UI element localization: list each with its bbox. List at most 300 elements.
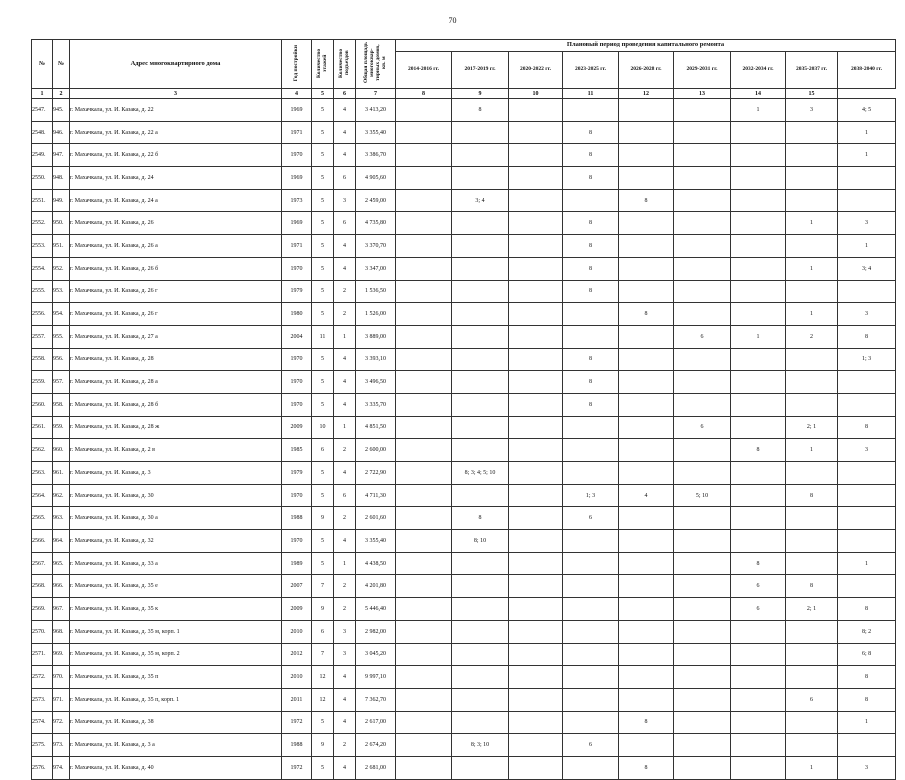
house-number: 957. [53,371,70,394]
period-cell [619,257,674,280]
period-cell [396,643,452,666]
period-cell: 2 [786,325,838,348]
row-number: 2569. [32,598,53,621]
floors-cell: 6 [312,620,334,643]
row-number: 2555. [32,280,53,303]
row-number: 2561. [32,416,53,439]
column-number: 6 [334,89,356,99]
year-cell: 1970 [282,371,312,394]
period-cell [674,280,731,303]
period-cell [838,393,896,416]
period-cell: 8 [563,257,619,280]
address-cell: г. Махачкала, ул. И. Казака, д. 24 [70,167,282,190]
period-cell [674,507,731,530]
house-number: 951. [53,235,70,258]
table-row [32,530,896,553]
area-cell: 3 386,70 [356,144,396,167]
area-cell: 5 446,40 [356,598,396,621]
house-number: 955. [53,325,70,348]
period-cell [786,371,838,394]
table-row [32,212,896,235]
table-row [32,552,896,575]
period-cell [452,144,509,167]
floors-cell: 5 [312,530,334,553]
entrances-cell: 2 [334,507,356,530]
table-row [32,99,896,122]
row-number: 2564. [32,484,53,507]
period-cell: 8 [838,598,896,621]
header-period-1: 2014-2016 гг. [396,52,452,89]
period-cell [452,393,509,416]
header-period-6: 2029-2031 гг. [674,52,731,89]
period-cell [619,99,674,122]
period-cell: 6; 8 [838,643,896,666]
address-cell: г. Махачкала, ул. И. Казака, д. 35 м, корп. 1 [70,620,282,643]
house-number: 948. [53,167,70,190]
period-cell [396,598,452,621]
period-cell [396,756,452,779]
period-cell [674,734,731,757]
address-cell: г. Махачкала, ул. И. Казака, д. 3 а [70,734,282,757]
period-cell [396,711,452,734]
period-cell: 8; 2 [838,620,896,643]
floors-cell: 5 [312,189,334,212]
house-number: 958. [53,393,70,416]
period-cell [396,530,452,553]
period-cell: 8 [838,325,896,348]
year-cell: 1972 [282,711,312,734]
period-cell [396,235,452,258]
period-cell [509,598,563,621]
period-cell: 1 [838,144,896,167]
house-number: 973. [53,734,70,757]
period-cell [509,189,563,212]
period-cell [563,688,619,711]
area-cell: 3 355,40 [356,530,396,553]
year-cell: 1970 [282,348,312,371]
table-row [32,167,896,190]
period-cell [674,235,731,258]
period-cell: 3; 4 [838,257,896,280]
period-cell [619,643,674,666]
page-number: 70 [448,16,457,25]
header-year-built: Год постройки [282,40,312,89]
period-cell [786,462,838,485]
area-cell: 3 370,70 [356,235,396,258]
period-cell [396,280,452,303]
entrances-cell: 4 [334,99,356,122]
column-number: 12 [619,89,674,99]
period-cell [838,462,896,485]
area-cell: 3 347,00 [356,257,396,280]
entrances-cell: 2 [334,439,356,462]
address-cell: г. Махачкала, ул. И. Казака, д. 35 м, корп. 2 [70,643,282,666]
period-cell [452,280,509,303]
area-cell: 4 905,60 [356,167,396,190]
floors-cell: 5 [312,144,334,167]
floors-cell: 5 [312,484,334,507]
period-cell [396,348,452,371]
floors-cell: 5 [312,393,334,416]
column-number: 14 [731,89,786,99]
period-cell [563,462,619,485]
period-cell [563,711,619,734]
period-cell [509,325,563,348]
period-cell [509,756,563,779]
period-cell: 8 [731,439,786,462]
period-cell [509,552,563,575]
period-cell [731,711,786,734]
period-cell [396,393,452,416]
address-cell: г. Махачкала, ул. И. Казака, д. 3 [70,462,282,485]
floors-cell: 7 [312,643,334,666]
area-cell: 3 496,50 [356,371,396,394]
column-number: 8 [396,89,452,99]
period-cell [786,711,838,734]
period-cell [619,393,674,416]
entrances-cell: 2 [334,303,356,326]
year-cell: 2004 [282,325,312,348]
house-number: 960. [53,439,70,462]
period-cell [731,212,786,235]
column-number: 5 [312,89,334,99]
period-cell: 8 [563,167,619,190]
period-cell: 8 [786,575,838,598]
period-cell [838,189,896,212]
period-cell [452,756,509,779]
period-cell [452,598,509,621]
period-cell [731,416,786,439]
period-cell [563,643,619,666]
table-row [32,371,896,394]
period-cell: 8 [619,756,674,779]
period-cell [452,325,509,348]
entrances-cell: 2 [334,575,356,598]
period-cell: 8; 3; 4; 5; 10 [452,462,509,485]
address-cell: г. Махачкала, ул. И. Казака, д. 28 [70,348,282,371]
period-cell [563,439,619,462]
period-cell [509,212,563,235]
table-row [32,462,896,485]
floors-cell: 5 [312,303,334,326]
table-row [32,393,896,416]
house-number: 971. [53,688,70,711]
address-cell: г. Махачкала, ул. И. Казака, д. 26 а [70,235,282,258]
period-cell [731,643,786,666]
column-number: 9 [452,89,509,99]
entrances-cell: 1 [334,416,356,439]
period-cell [396,325,452,348]
table-row [32,711,896,734]
period-cell [674,666,731,689]
address-cell: г. Махачкала, ул. И. Казака, д. 38 [70,711,282,734]
house-number: 966. [53,575,70,598]
entrances-cell: 6 [334,484,356,507]
period-cell: 8 [838,688,896,711]
header-period-group: Плановый период проведения капитального ремонта [396,40,896,52]
period-cell [619,348,674,371]
address-cell: г. Махачкала, ул. И. Казака, д. 28 б [70,393,282,416]
period-cell [452,235,509,258]
year-cell: 2007 [282,575,312,598]
house-number: 953. [53,280,70,303]
table-row [32,325,896,348]
period-cell [396,734,452,757]
address-cell: г. Махачкала, ул. И. Казака, д. 26 г [70,303,282,326]
period-cell [396,257,452,280]
house-number: 963. [53,507,70,530]
row-number: 2558. [32,348,53,371]
period-cell [452,416,509,439]
period-cell [452,688,509,711]
period-cell [452,439,509,462]
period-cell: 8 [838,666,896,689]
column-number: 13 [674,89,731,99]
period-cell [674,144,731,167]
period-cell [674,393,731,416]
period-cell [509,393,563,416]
year-cell: 1988 [282,734,312,757]
header-period-8: 2035-2037 гг. [786,52,838,89]
period-cell [563,416,619,439]
period-cell [619,167,674,190]
table-row [32,598,896,621]
house-number: 969. [53,643,70,666]
period-cell [509,643,563,666]
header-period-5: 2026-2028 гг. [619,52,674,89]
period-cell: 1 [838,121,896,144]
address-cell: г. Махачкала, ул. И. Казака, д. 40 [70,756,282,779]
period-cell [731,189,786,212]
period-cell [452,257,509,280]
period-cell [563,189,619,212]
table-row [32,484,896,507]
period-cell: 6 [674,416,731,439]
year-cell: 1970 [282,530,312,553]
period-cell: 1 [838,235,896,258]
row-number: 2548. [32,121,53,144]
address-cell: г. Махачкала, ул. И. Казака, д. 28 а [70,371,282,394]
row-number: 2551. [32,189,53,212]
period-cell: 3 [838,303,896,326]
period-cell [619,280,674,303]
area-cell: 4 201,80 [356,575,396,598]
header-area: Общая площадь многоквар-тирных домов, кв. м [356,40,396,89]
floors-cell: 12 [312,688,334,711]
period-cell [396,121,452,144]
period-cell: 8 [452,99,509,122]
period-cell [396,212,452,235]
period-cell: 8 [731,552,786,575]
period-cell [509,666,563,689]
header-entrances: Количество подъездов [334,40,356,89]
period-cell: 3 [838,212,896,235]
period-cell: 8 [563,371,619,394]
floors-cell: 10 [312,416,334,439]
year-cell: 1989 [282,552,312,575]
address-cell: г. Махачкала, ул. И. Казака, д. 28 ж [70,416,282,439]
period-cell [619,212,674,235]
period-cell: 1 [786,257,838,280]
period-cell [731,121,786,144]
period-cell [452,666,509,689]
entrances-cell: 4 [334,371,356,394]
period-cell [452,212,509,235]
period-cell [838,371,896,394]
area-cell: 3 045,20 [356,643,396,666]
table-row [32,121,896,144]
period-cell [396,144,452,167]
house-number: 946. [53,121,70,144]
period-cell [786,666,838,689]
period-cell [619,552,674,575]
area-cell: 2 600,00 [356,439,396,462]
period-cell: 8 [563,235,619,258]
period-cell [674,212,731,235]
entrances-cell: 3 [334,643,356,666]
entrances-cell: 4 [334,393,356,416]
year-cell: 1988 [282,507,312,530]
address-cell: г. Махачкала, ул. И. Казака, д. 26 [70,212,282,235]
period-cell: 3 [838,756,896,779]
area-cell: 4 735,80 [356,212,396,235]
area-cell: 1 526,00 [356,303,396,326]
period-cell [619,530,674,553]
period-cell: 8 [563,280,619,303]
year-cell: 1970 [282,393,312,416]
house-number: 970. [53,666,70,689]
year-cell: 1969 [282,167,312,190]
period-cell [509,688,563,711]
house-number: 972. [53,711,70,734]
period-cell [396,666,452,689]
area-cell: 4 711,30 [356,484,396,507]
period-cell [396,99,452,122]
table-row [32,280,896,303]
house-number: 950. [53,212,70,235]
period-cell: 2; 1 [786,598,838,621]
entrances-cell: 6 [334,212,356,235]
period-cell: 1 [786,756,838,779]
area-cell: 4 851,50 [356,416,396,439]
entrances-cell: 4 [334,666,356,689]
address-cell: г. Махачкала, ул. И. Казака, д. 27 а [70,325,282,348]
year-cell: 1979 [282,280,312,303]
period-cell [396,416,452,439]
period-cell [509,462,563,485]
entrances-cell: 2 [334,280,356,303]
area-cell: 1 536,50 [356,280,396,303]
period-cell [786,643,838,666]
entrances-cell: 4 [334,711,356,734]
period-cell [674,530,731,553]
address-cell: г. Махачкала, ул. И. Казака, д. 35 п, корп. 1 [70,688,282,711]
table-row [32,235,896,258]
period-cell: 4; 5 [838,99,896,122]
period-cell: 8 [619,189,674,212]
period-cell: 1; 3 [838,348,896,371]
floors-cell: 5 [312,257,334,280]
year-cell: 1970 [282,484,312,507]
period-cell [731,734,786,757]
year-cell: 1979 [282,462,312,485]
period-cell [452,484,509,507]
period-cell [509,484,563,507]
house-number: 965. [53,552,70,575]
year-cell: 1970 [282,144,312,167]
period-cell: 1 [838,711,896,734]
period-cell [786,235,838,258]
area-cell: 3 413,20 [356,99,396,122]
period-cell [509,280,563,303]
period-cell [838,507,896,530]
address-cell: г. Махачкала, ул. И. Казака, д. 32 [70,530,282,553]
entrances-cell: 4 [334,462,356,485]
column-number: 3 [70,89,282,99]
entrances-cell: 1 [334,325,356,348]
year-cell: 1971 [282,121,312,144]
header-no-1: № [32,40,53,89]
column-number: 15 [786,89,838,99]
row-number: 2553. [32,235,53,258]
period-cell [619,734,674,757]
floors-cell: 5 [312,348,334,371]
floors-cell: 5 [312,212,334,235]
period-cell: 1 [786,303,838,326]
house-number: 954. [53,303,70,326]
table-row [32,439,896,462]
period-cell [731,507,786,530]
floors-cell: 5 [312,167,334,190]
row-number: 2571. [32,643,53,666]
period-cell: 6 [563,507,619,530]
area-cell: 2 681,00 [356,756,396,779]
year-cell: 1970 [282,257,312,280]
house-number: 949. [53,189,70,212]
entrances-cell: 4 [334,530,356,553]
period-cell [731,666,786,689]
entrances-cell: 2 [334,598,356,621]
area-cell: 2 617,00 [356,711,396,734]
table-row [32,666,896,689]
period-cell [563,575,619,598]
period-cell [731,144,786,167]
house-number: 947. [53,144,70,167]
period-cell [452,348,509,371]
period-cell [452,167,509,190]
period-cell: 8 [563,393,619,416]
period-cell [509,575,563,598]
period-cell [619,235,674,258]
period-cell [509,348,563,371]
period-cell [674,598,731,621]
entrances-cell: 4 [334,121,356,144]
period-cell [396,439,452,462]
period-cell [563,99,619,122]
entrances-cell: 1 [334,552,356,575]
row-number: 2557. [32,325,53,348]
period-cell [674,711,731,734]
row-number: 2552. [32,212,53,235]
row-number: 2574. [32,711,53,734]
year-cell: 1980 [282,303,312,326]
period-cell [674,257,731,280]
period-cell [674,552,731,575]
entrances-cell: 4 [334,144,356,167]
area-cell: 3 889,00 [356,325,396,348]
row-number: 2567. [32,552,53,575]
period-cell [674,688,731,711]
